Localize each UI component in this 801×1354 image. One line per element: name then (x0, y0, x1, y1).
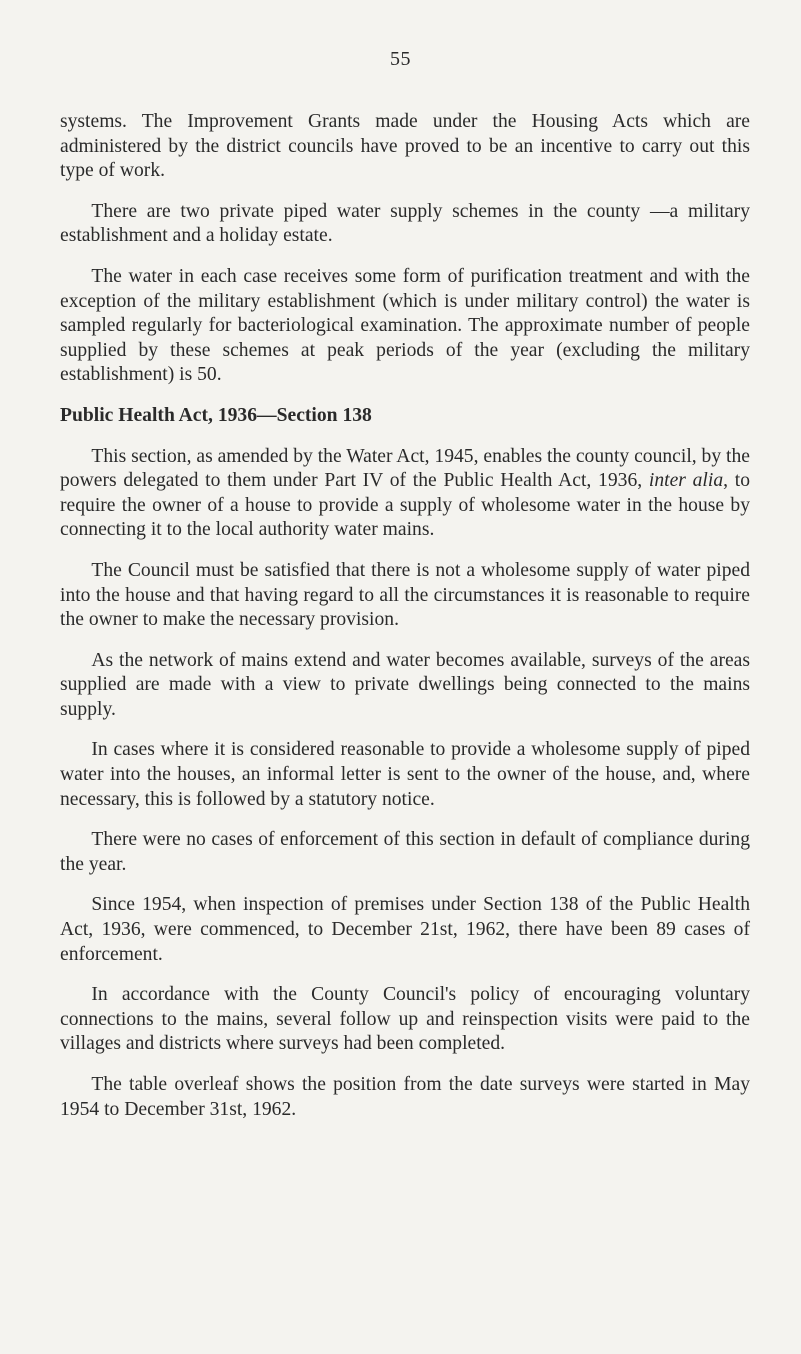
section-heading: Public Health Act, 1936—Section 138 (60, 404, 372, 426)
paragraph-network-mains: As the network of mains extend and water becomes available, surveys of the areas supplied are made with a view to private dwellings being connected to the mains supply. (60, 649, 750, 720)
body-text (60, 110, 750, 1138)
paragraph-italic-phrase: inter alia (648, 470, 724, 492)
paragraph-section-138-powers (60, 445, 750, 543)
paragraph-improvement-grants: systems. The Improvement Grants made under the Housing Acts which are administered by the district councils have proved to be an incentive to carry out this type of work. (60, 111, 750, 182)
paragraph-no-enforcement: There were no cases of enforcement of this section in default of compliance during the year. (60, 829, 750, 875)
page-number: 55 (390, 48, 411, 70)
paragraph-private-schemes: There are two private piped water supply schemes in the county —a military establishment and a holiday estate. (60, 200, 750, 247)
paragraph-text-before: This section, as amended by the Water Act, 1945, enables the county council, by the powers delegated to them under Part IV of the Public Health Act, 1936, (60, 445, 750, 492)
paragraph-table-overleaf: The table overleaf shows the position from the date surveys were started in May 1954 to December 31st, 1962. (60, 1074, 750, 1120)
paragraph-since-1954: Since 1954, when inspection of premises under Section 138 of the Public Health Act, 1936, were commenced, to December 21st, 1962, there have been 89 cases of enforcement. (60, 894, 750, 965)
paragraph-text-after: , to require the owner of a house to provide a supply of wholesome water in the house by connecting it to the local authority water mains. (60, 470, 750, 541)
paragraph-council-satisfied: The Council must be satisfied that there is not a wholesome supply of water piped into the house and that having regard to all the circumstances it is reasonable to require the owner to make the necessary provision. (60, 559, 750, 631)
paragraph-voluntary-connections: In accordance with the County Council's policy of encouraging voluntary connections to the mains, several follow up and reinspection visits were paid to the villages and districts where surveys had been completed. (60, 984, 750, 1055)
paragraph-purification: The water in each case receives some form of purification treatment and with the exception of the military establishment (which is under military control) the water is sampled regularly for bacteriological examination. The approximate number of people supplied by these schemes at peak periods of the year (excluding the military establishment) is 50. (60, 265, 750, 386)
paragraph-informal-letter: In cases where it is considered reasonable to provide a wholesome supply of piped water into the houses, an informal letter is sent to the owner of the house, and, where necessary, this is followed by a statutory notice. (60, 739, 750, 810)
